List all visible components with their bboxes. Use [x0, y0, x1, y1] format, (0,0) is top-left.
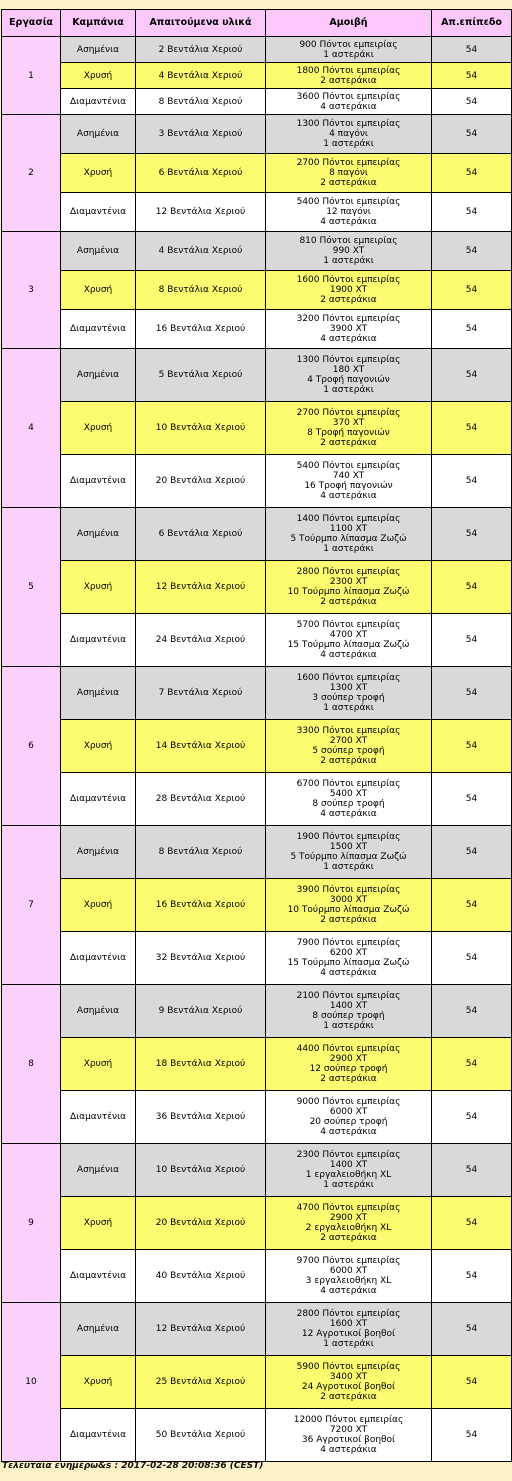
table-row [2, 561, 512, 614]
reward-cell [266, 561, 432, 614]
level-cell: 54 [432, 720, 512, 773]
materials-cell: 2 Βεντάλια Χεριού [136, 37, 266, 63]
materials-cell: 12 Βεντάλια Χεριού [136, 561, 266, 614]
reward-cell [266, 1409, 432, 1462]
materials-cell: 50 Βεντάλια Χεριού [136, 1409, 266, 1462]
table-row [2, 985, 512, 1038]
reward-line: 4400 Πόντοι εμπειρίας [296, 1044, 401, 1054]
table-row [2, 154, 512, 193]
campaign-cell: Ασημένια [61, 985, 136, 1038]
reward-line: 810 Πόντοι εμπειρίας [299, 236, 398, 246]
task-number: 5 [2, 508, 61, 667]
campaign-cell: Διαμαντένια [61, 614, 136, 667]
level-cell: 54 [432, 349, 512, 402]
reward-cell [266, 1303, 432, 1356]
reward-line: 4 αστεράκια [320, 1127, 377, 1137]
reward-line: 4 παγόνι [329, 129, 368, 139]
materials-cell: 3 Βεντάλια Χεριού [136, 115, 266, 154]
reward-line: 2 αστεράκια [320, 915, 377, 925]
reward-line: 5 Τούρμπο λίπασμα Ζωζώ [290, 852, 407, 862]
level-cell: 54 [432, 1250, 512, 1303]
reward-line: 12000 Πόντοι εμπειρίας [293, 1415, 404, 1425]
reward-line: 36 Αγροτικοί βοηθοί [301, 1435, 396, 1445]
reward-line: 3200 Πόντοι εμπειρίας [296, 314, 401, 324]
level-cell: 54 [432, 193, 512, 232]
last-updated-text: Τελευταία ενημέρω&s : 2017-02-28 20:08:36 (CEST) [2, 1461, 264, 1471]
reward-line: 8 Τροφή παγονιών [307, 428, 390, 438]
reward-line: 12 Αγροτικοί βοηθοί [301, 1329, 396, 1339]
table-row [2, 1038, 512, 1091]
reward-line: 180 XT [332, 365, 365, 375]
table-row [2, 63, 512, 89]
reward-line: 10 Τούρμπο λίπασμα Ζωζώ [287, 905, 410, 915]
reward-cell [266, 232, 432, 271]
campaign-cell: Χρυσή [61, 879, 136, 932]
reward-line: 6200 XT [329, 948, 368, 958]
reward-line: 2 αστεράκια [320, 756, 377, 766]
reward-line: 5 σούπερ τροφή [312, 746, 385, 756]
campaign-cell: Διαμαντένια [61, 310, 136, 349]
materials-cell: 7 Βεντάλια Χεριού [136, 667, 266, 720]
campaign-cell: Χρυσή [61, 63, 136, 89]
reward-line: 2 αστεράκια [320, 1074, 377, 1084]
task-number: 1 [2, 37, 61, 115]
reward-line: 1400 Πόντοι εμπειρίας [296, 514, 401, 524]
materials-cell: 25 Βεντάλια Χεριού [136, 1356, 266, 1409]
reward-line: 4 αστεράκια [320, 217, 377, 227]
table-row [2, 667, 512, 720]
reward-line: 2700 Πόντοι εμπειρίας [296, 408, 401, 418]
reward-line: 2300 XT [329, 577, 368, 587]
reward-line: 4 αστεράκια [320, 650, 377, 660]
reward-line: 1900 Πόντοι εμπειρίας [296, 832, 401, 842]
reward-line: 5900 Πόντοι εμπειρίας [296, 1362, 401, 1372]
table-row [2, 271, 512, 310]
reward-cell [266, 773, 432, 826]
materials-cell: 6 Βεντάλια Χεριού [136, 154, 266, 193]
reward-line: 4 αστεράκια [320, 334, 377, 344]
level-cell: 54 [432, 455, 512, 508]
header-materials: Απαιτούμενα υλικά [136, 10, 266, 37]
campaign-cell: Ασημένια [61, 826, 136, 879]
table-row [2, 879, 512, 932]
campaign-cell: Ασημένια [61, 1303, 136, 1356]
header-task: Εργασία [2, 10, 61, 37]
materials-cell: 9 Βεντάλια Χεριού [136, 985, 266, 1038]
campaign-cell: Ασημένια [61, 37, 136, 63]
campaign-cell: Χρυσή [61, 720, 136, 773]
reward-cell [266, 932, 432, 985]
reward-line: 8 σούπερ τροφή [312, 799, 385, 809]
reward-cell [266, 310, 432, 349]
campaign-cell: Ασημένια [61, 232, 136, 271]
level-cell: 54 [432, 1197, 512, 1250]
level-cell: 54 [432, 63, 512, 89]
reward-line: 3400 XT [329, 1372, 368, 1382]
reward-line: 1 αστεράκι [323, 703, 374, 713]
level-cell: 54 [432, 115, 512, 154]
level-cell: 54 [432, 1303, 512, 1356]
reward-cell [266, 349, 432, 402]
reward-line: 3 εργαλειοθήκη XL [305, 1276, 392, 1286]
reward-line: 2900 XT [329, 1054, 368, 1064]
table-row [2, 1144, 512, 1197]
reward-cell [266, 1091, 432, 1144]
level-cell: 54 [432, 826, 512, 879]
reward-line: 1600 Πόντοι εμπειρίας [296, 275, 401, 285]
reward-line: 4700 Πόντοι εμπειρίας [296, 1203, 401, 1213]
reward-line: 1800 Πόντοι εμπειρίας [296, 65, 401, 76]
campaign-cell: Διαμαντένια [61, 932, 136, 985]
table-row [2, 115, 512, 154]
reward-line: 2700 Πόντοι εμπειρίας [296, 158, 401, 168]
reward-line: 2 εργαλειοθήκη XL [305, 1223, 392, 1233]
table-row [2, 826, 512, 879]
reward-line: 1 αστεράκι [323, 544, 374, 554]
reward-cell [266, 667, 432, 720]
table-row [2, 402, 512, 455]
level-cell: 54 [432, 561, 512, 614]
reward-line: 2800 Πόντοι εμπειρίας [296, 1309, 401, 1319]
quest-table [1, 9, 512, 1462]
reward-line: 7900 Πόντοι εμπειρίας [296, 938, 401, 948]
campaign-cell: Διαμαντένια [61, 1250, 136, 1303]
level-cell: 54 [432, 37, 512, 63]
campaign-cell: Χρυσή [61, 561, 136, 614]
reward-line: 3900 Πόντοι εμπειρίας [296, 885, 401, 895]
materials-cell: 36 Βεντάλια Χεριού [136, 1091, 266, 1144]
reward-cell [266, 1250, 432, 1303]
reward-line: 4 αστεράκια [320, 809, 377, 819]
campaign-cell: Χρυσή [61, 1197, 136, 1250]
reward-line: 3600 Πόντοι εμπειρίας [296, 91, 401, 102]
materials-cell: 32 Βεντάλια Χεριού [136, 932, 266, 985]
reward-line: 1 εργαλειοθήκη XL [305, 1170, 392, 1180]
reward-line: 8 παγόνι [329, 168, 368, 178]
campaign-cell: Διαμαντένια [61, 455, 136, 508]
reward-line: 3 σούπερ τροφή [312, 693, 385, 703]
table-row [2, 1197, 512, 1250]
reward-line: 1400 XT [329, 1160, 368, 1170]
campaign-cell: Διαμαντένια [61, 193, 136, 232]
reward-cell [266, 193, 432, 232]
campaign-cell: Ασημένια [61, 1144, 136, 1197]
reward-line: 2 αστεράκια [320, 1392, 377, 1402]
materials-cell: 28 Βεντάλια Χεριού [136, 773, 266, 826]
table-row [2, 508, 512, 561]
reward-line: 1 αστεράκι [323, 862, 374, 872]
reward-line: 2300 Πόντοι εμπειρίας [296, 1150, 401, 1160]
reward-line: 5400 Πόντοι εμπειρίας [296, 461, 401, 471]
reward-line: 24 Αγροτικοί βοηθοί [301, 1382, 396, 1392]
task-number: 7 [2, 826, 61, 985]
reward-line: 4 αστεράκια [320, 1445, 377, 1455]
reward-line: 1 αστεράκι [323, 1021, 374, 1031]
reward-line: 20 σούπερ τροφή [309, 1117, 388, 1127]
materials-cell: 40 Βεντάλια Χεριού [136, 1250, 266, 1303]
reward-line: 1400 XT [329, 1001, 368, 1011]
reward-cell [266, 271, 432, 310]
reward-line: 1500 XT [329, 842, 368, 852]
reward-cell [266, 89, 432, 115]
reward-line: 6000 XT [329, 1266, 368, 1276]
table-row [2, 1409, 512, 1462]
level-cell: 54 [432, 667, 512, 720]
reward-line: 990 XT [332, 246, 365, 256]
materials-cell: 20 Βεντάλια Χεριού [136, 455, 266, 508]
materials-cell: 16 Βεντάλια Χεριού [136, 879, 266, 932]
materials-cell: 10 Βεντάλια Χεριού [136, 402, 266, 455]
reward-line: 2 αστεράκια [320, 597, 377, 607]
materials-cell: 4 Βεντάλια Χεριού [136, 63, 266, 89]
table-row [2, 720, 512, 773]
reward-line: 2 αστεράκια [320, 438, 377, 448]
materials-cell: 10 Βεντάλια Χεριού [136, 1144, 266, 1197]
materials-cell: 14 Βεντάλια Χεριού [136, 720, 266, 773]
level-cell: 54 [432, 1409, 512, 1462]
table-row [2, 37, 512, 63]
reward-cell [266, 1144, 432, 1197]
reward-line: 15 Τούρμπο λίπασμα Ζωζώ [287, 958, 410, 968]
reward-line: 10 Τούρμπο λίπασμα Ζωζώ [287, 587, 410, 597]
reward-line: 2900 XT [329, 1213, 368, 1223]
task-number: 6 [2, 667, 61, 826]
reward-line: 2700 XT [329, 736, 368, 746]
level-cell: 54 [432, 1091, 512, 1144]
reward-line: 1600 XT [329, 1319, 368, 1329]
reward-line: 1300 Πόντοι εμπειρίας [296, 119, 401, 129]
campaign-cell: Χρυσή [61, 271, 136, 310]
campaign-cell: Διαμαντένια [61, 1091, 136, 1144]
materials-cell: 16 Βεντάλια Χεριού [136, 310, 266, 349]
campaign-cell: Ασημένια [61, 349, 136, 402]
reward-line: 1 αστεράκι [323, 256, 374, 266]
reward-line: 2800 Πόντοι εμπειρίας [296, 567, 401, 577]
task-number: 8 [2, 985, 61, 1144]
reward-line: 3300 Πόντοι εμπειρίας [296, 726, 401, 736]
reward-line: 12 σούπερ τροφή [309, 1064, 388, 1074]
reward-cell [266, 720, 432, 773]
reward-line: 4 αστεράκια [320, 491, 377, 501]
reward-line: 16 Τροφή παγονιών [304, 481, 393, 491]
materials-cell: 8 Βεντάλια Χεριού [136, 271, 266, 310]
reward-line: 1600 Πόντοι εμπειρίας [296, 673, 401, 683]
table-row [2, 1091, 512, 1144]
reward-line: 1 αστεράκι [323, 139, 374, 149]
table-row [2, 1250, 512, 1303]
materials-cell: 18 Βεντάλια Χεριού [136, 1038, 266, 1091]
campaign-cell: Διαμαντένια [61, 89, 136, 115]
table-body [2, 37, 512, 1462]
reward-line: 6700 Πόντοι εμπειρίας [296, 779, 401, 789]
reward-cell [266, 1197, 432, 1250]
reward-line: 1 αστεράκι [323, 385, 374, 395]
materials-cell: 8 Βεντάλια Χεριού [136, 826, 266, 879]
reward-line: 3000 XT [329, 895, 368, 905]
table-row [2, 89, 512, 115]
campaign-cell: Χρυσή [61, 1038, 136, 1091]
campaign-cell: Διαμαντένια [61, 1409, 136, 1462]
reward-line: 1300 Πόντοι εμπειρίας [296, 355, 401, 365]
table-row [2, 310, 512, 349]
reward-cell [266, 115, 432, 154]
reward-line: 1 αστεράκι [323, 49, 374, 60]
level-cell: 54 [432, 773, 512, 826]
task-number: 4 [2, 349, 61, 508]
reward-line: 2100 Πόντοι εμπειρίας [296, 991, 401, 1001]
reward-line: 2 αστεράκια [320, 295, 377, 305]
level-cell: 54 [432, 508, 512, 561]
table-row [2, 455, 512, 508]
header-reward: Αμοιβή [266, 10, 432, 37]
table-row [2, 349, 512, 402]
reward-line: 4 αστεράκια [320, 968, 377, 978]
table-row [2, 932, 512, 985]
reward-line: 2 αστεράκια [320, 178, 377, 188]
materials-cell: 8 Βεντάλια Χεριού [136, 89, 266, 115]
reward-cell [266, 826, 432, 879]
reward-line: 2 αστεράκια [320, 1233, 377, 1243]
reward-line: 900 Πόντοι εμπειρίας [299, 39, 398, 50]
reward-cell [266, 63, 432, 89]
campaign-cell: Χρυσή [61, 402, 136, 455]
materials-cell: 4 Βεντάλια Χεριού [136, 232, 266, 271]
header-campaign: Καμπάνια [61, 10, 136, 37]
materials-cell: 5 Βεντάλια Χεριού [136, 349, 266, 402]
reward-cell [266, 879, 432, 932]
reward-line: 9000 Πόντοι εμπειρίας [296, 1097, 401, 1107]
reward-line: 7200 XT [329, 1425, 368, 1435]
reward-line: 9700 Πόντοι εμπειρίας [296, 1256, 401, 1266]
header-level: Απ.επίπεδο [432, 10, 512, 37]
level-cell: 54 [432, 154, 512, 193]
level-cell: 54 [432, 1144, 512, 1197]
level-cell: 54 [432, 932, 512, 985]
table-row [2, 773, 512, 826]
reward-line: 4700 XT [329, 630, 368, 640]
level-cell: 54 [432, 310, 512, 349]
reward-cell [266, 402, 432, 455]
level-cell: 54 [432, 232, 512, 271]
level-cell: 54 [432, 89, 512, 115]
table-row [2, 232, 512, 271]
reward-cell [266, 985, 432, 1038]
reward-line: 4 Τροφή παγονιών [307, 375, 390, 385]
campaign-cell: Χρυσή [61, 1356, 136, 1409]
reward-line: 6000 XT [329, 1107, 368, 1117]
table-header-row [2, 10, 512, 37]
reward-line: 740 XT [332, 471, 365, 481]
reward-line: 5400 XT [329, 789, 368, 799]
level-cell: 54 [432, 985, 512, 1038]
level-cell: 54 [432, 271, 512, 310]
level-cell: 54 [432, 1038, 512, 1091]
reward-line: 2 αστεράκια [320, 75, 377, 86]
campaign-cell: Ασημένια [61, 115, 136, 154]
reward-cell [266, 614, 432, 667]
reward-line: 15 Τούρμπο λίπασμα Ζωζώ [287, 640, 410, 650]
reward-line: 1 αστεράκι [323, 1339, 374, 1349]
level-cell: 54 [432, 879, 512, 932]
task-number: 3 [2, 232, 61, 349]
reward-line: 5400 Πόντοι εμπειρίας [296, 197, 401, 207]
reward-cell [266, 508, 432, 561]
reward-cell [266, 1038, 432, 1091]
reward-line: 4 αστεράκια [320, 1286, 377, 1296]
reward-cell [266, 1356, 432, 1409]
materials-cell: 24 Βεντάλια Χεριού [136, 614, 266, 667]
reward-line: 3900 XT [329, 324, 368, 334]
reward-line: 1100 XT [329, 524, 368, 534]
reward-line: 5 Τούρμπο λίπασμα Ζωζώ [290, 534, 407, 544]
reward-cell [266, 455, 432, 508]
level-cell: 54 [432, 402, 512, 455]
reward-line: 1900 XT [329, 285, 368, 295]
task-number: 2 [2, 115, 61, 232]
reward-line: 370 XT [332, 418, 365, 428]
table-row [2, 614, 512, 667]
materials-cell: 6 Βεντάλια Χεριού [136, 508, 266, 561]
campaign-cell: Ασημένια [61, 508, 136, 561]
level-cell: 54 [432, 1356, 512, 1409]
reward-line: 8 σούπερ τροφή [312, 1011, 385, 1021]
reward-line: 12 παγόνι [326, 207, 371, 217]
reward-cell [266, 37, 432, 63]
materials-cell: 12 Βεντάλια Χεριού [136, 1303, 266, 1356]
reward-line: 4 αστεράκια [320, 101, 377, 112]
campaign-cell: Ασημένια [61, 667, 136, 720]
materials-cell: 12 Βεντάλια Χεριού [136, 193, 266, 232]
reward-line: 5700 Πόντοι εμπειρίας [296, 620, 401, 630]
task-number: 10 [2, 1303, 61, 1462]
table-row [2, 1303, 512, 1356]
task-number: 9 [2, 1144, 61, 1303]
reward-cell [266, 154, 432, 193]
campaign-cell: Διαμαντένια [61, 773, 136, 826]
materials-cell: 20 Βεντάλια Χεριού [136, 1197, 266, 1250]
table-row [2, 1356, 512, 1409]
reward-line: 1 αστεράκι [323, 1180, 374, 1190]
reward-line: 1300 XT [329, 683, 368, 693]
table-row [2, 193, 512, 232]
campaign-cell: Χρυσή [61, 154, 136, 193]
level-cell: 54 [432, 614, 512, 667]
